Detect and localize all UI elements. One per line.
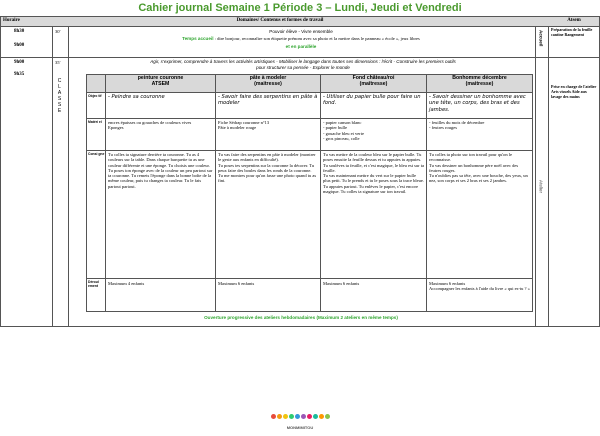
time-start-1: 8h30 (14, 29, 25, 34)
page-title: Cahier journal Semaine 1 Période 3 – Lundi, Jeudi et Vendredi (138, 2, 462, 14)
accueil-line2 (70, 36, 532, 41)
accueil-label: Temps accueil (182, 36, 214, 41)
logo-dot (277, 414, 282, 419)
duration-1: 30' (55, 29, 61, 34)
row-label-consigne: Consi gne (88, 152, 105, 156)
col-sub: (maitresse) (465, 81, 494, 87)
cell-consigne-2: Tu vas faire des serpentins en pâte à modeler (montrer le geste aux enfants en difficulté). Tu poses tes serpentins sur la couronne la décorer. Tu peux faire des boules dans les ronds de la couronne. Tu me montres pour qu'on fasse une photo quand tu as fini. (218, 152, 317, 184)
header-horaire: Horaire (3, 18, 20, 23)
cell-deroulement-2: Maximum 6 enfants (218, 281, 255, 286)
cell-deroulement-1: Maximum 4 enfants (108, 281, 145, 286)
cell-objectif-1: - Peindre sa couronne (108, 94, 165, 100)
cell-objectif-2: - Savoir faire des serpentins en pâte à modeler (218, 94, 318, 107)
label-atelier-vertical: Atelier (538, 180, 544, 194)
logo-dot (319, 414, 324, 419)
col-head-peinture (106, 75, 215, 92)
logo-dot (289, 414, 294, 419)
logo-dot (283, 414, 288, 419)
logo-dot (313, 414, 318, 419)
cell-materiel-3: - papier canson blanc - papier bulle - gouache bleu et verte - gros pinceau, colle (323, 120, 364, 141)
time-end-1: 9h00 (14, 43, 25, 48)
cell-deroulement-4: Maximum 6 enfants Accompagner les enfants à l'aide du livre « qui es-tu ? » (429, 281, 530, 292)
cell-materiel-4: - feuilles du mois de décembre - feutres rouges (429, 120, 485, 131)
row-label-materiel: Matéri el (88, 120, 102, 124)
col-sub: ATSEM (151, 81, 170, 87)
cell-consigne-3: Tu vas mettre de la couleur bleu sur le papier bulle. Tu poses ensuite la feuille dessus et tu appuies tu appuies. Tu soulèves ta feuille, et c'est magique, le bleu est sur ta feuille. Tu vas maintenant mettre du vert sur le papier bulle plus petit. Tu le prends et tu le poses sous la trace bleue. Tu appuies partout. Tu enlèves le papier, c'est encore magique. Tu colles ta signature sur ton travail. (323, 152, 424, 195)
header-domaines: Domaines/ Contenus et formes de travail (236, 18, 324, 23)
cell-materiel-1: encres épaisses ou gouaches de couleurs vives Eponges (108, 120, 192, 131)
logo-text: MONMIMITOU (286, 425, 314, 430)
ateliers-intro1: Agir, s'exprimer, comprendre à travers les activités artistiques - Mobiliser le langage dans toutes ses dimensions : l'écrit - Construire les premiers outils (150, 59, 456, 64)
accueil-parallel: et en parallèle (285, 44, 317, 49)
cell-deroulement-3: Maximum 6 enfants (323, 281, 360, 286)
accueil-line1: Pouvoir élève - Vivre ensemble (269, 29, 333, 34)
col-head-bonhomme (427, 75, 532, 92)
logo-dot (295, 414, 300, 419)
row-label-deroulement: DérouI ement (88, 280, 99, 288)
time-start-2: 9h00 (14, 60, 25, 65)
accueil-text: : dire bonjour, reconnaître son étiquette prénom avec sa photo et la mettre dans le panneau « école », jeux libres (214, 36, 420, 41)
col-title: pâte à modeler (249, 75, 287, 81)
time-end-2: 9h35 (14, 72, 25, 77)
col-sub: (maitresse) (254, 81, 282, 87)
col-head-fond (321, 75, 426, 92)
logo-dot (271, 414, 276, 419)
header-atsem: Atsem (567, 18, 581, 23)
col-sub: (maîtresse) (359, 81, 388, 87)
col-head-pate (216, 75, 320, 92)
ateliers-footer: Ouverture progressive des ateliers hebdomadaires (Maximum 2 ateliers en même temps) (204, 315, 398, 320)
logo-dot (301, 414, 306, 419)
col-title: Bonhomme décembre (452, 75, 507, 81)
logo-dot (307, 414, 312, 419)
logo-dots (262, 406, 338, 424)
logo-dot (325, 414, 330, 419)
cell-consigne-1: Tu colles ta signature derrière ta couronne. Tu as 4 couleurs sur la table. Dans chaque barquette tu as une couleur différente et une éponge. Tu choisis une couleur. Tu poses ton éponge avec de la couleur un peu partout sur ta couronne. Tu remets l'éponge dans la bonne boîte de la même couleur, puis tu changes ta couleur. Tu le fais partout partout. (108, 152, 213, 189)
col-title: peinture couronne (137, 75, 184, 81)
atsem-row2: Prise en charge de l'atelier Arts visuels Aide aux lavage des mains (551, 84, 597, 99)
label-accueil-vertical: Accueil (538, 30, 544, 47)
atsem-row1: Préparation de la feuille cantine Rangement (551, 27, 593, 37)
row-label-objectif: Objec tif (88, 94, 102, 98)
cell-objectif-4: - Savoir dessiner un bonhomme avec une tête, un corps, des bras et des jambes. (429, 94, 526, 113)
cell-consigne-4: Tu colles ta photo sur ton travail pour qu'on le reconnaisse. Tu vas dessiner un bonhomme père noël avec des feutres rouges. Tu n'oublies pas sa tête, avec une bouche, des yeux, un nez, son corps et ses 2 bras et ses 2 jambes. (429, 152, 528, 184)
cell-materiel-2: Fiche Sédrap couronne n°13 Pâte à modeler rouge (218, 120, 270, 131)
logo (262, 406, 338, 430)
classe-label: CLASSE (57, 78, 63, 114)
cell-objectif-3: - Utiliser du papier bulle pour faire un fond. (323, 94, 421, 107)
ateliers-intro2: pour structurer sa pensée - Explorer le monde (256, 65, 350, 70)
col-title: Fond château/roi (352, 75, 395, 81)
duration-2: 35' (55, 60, 61, 65)
